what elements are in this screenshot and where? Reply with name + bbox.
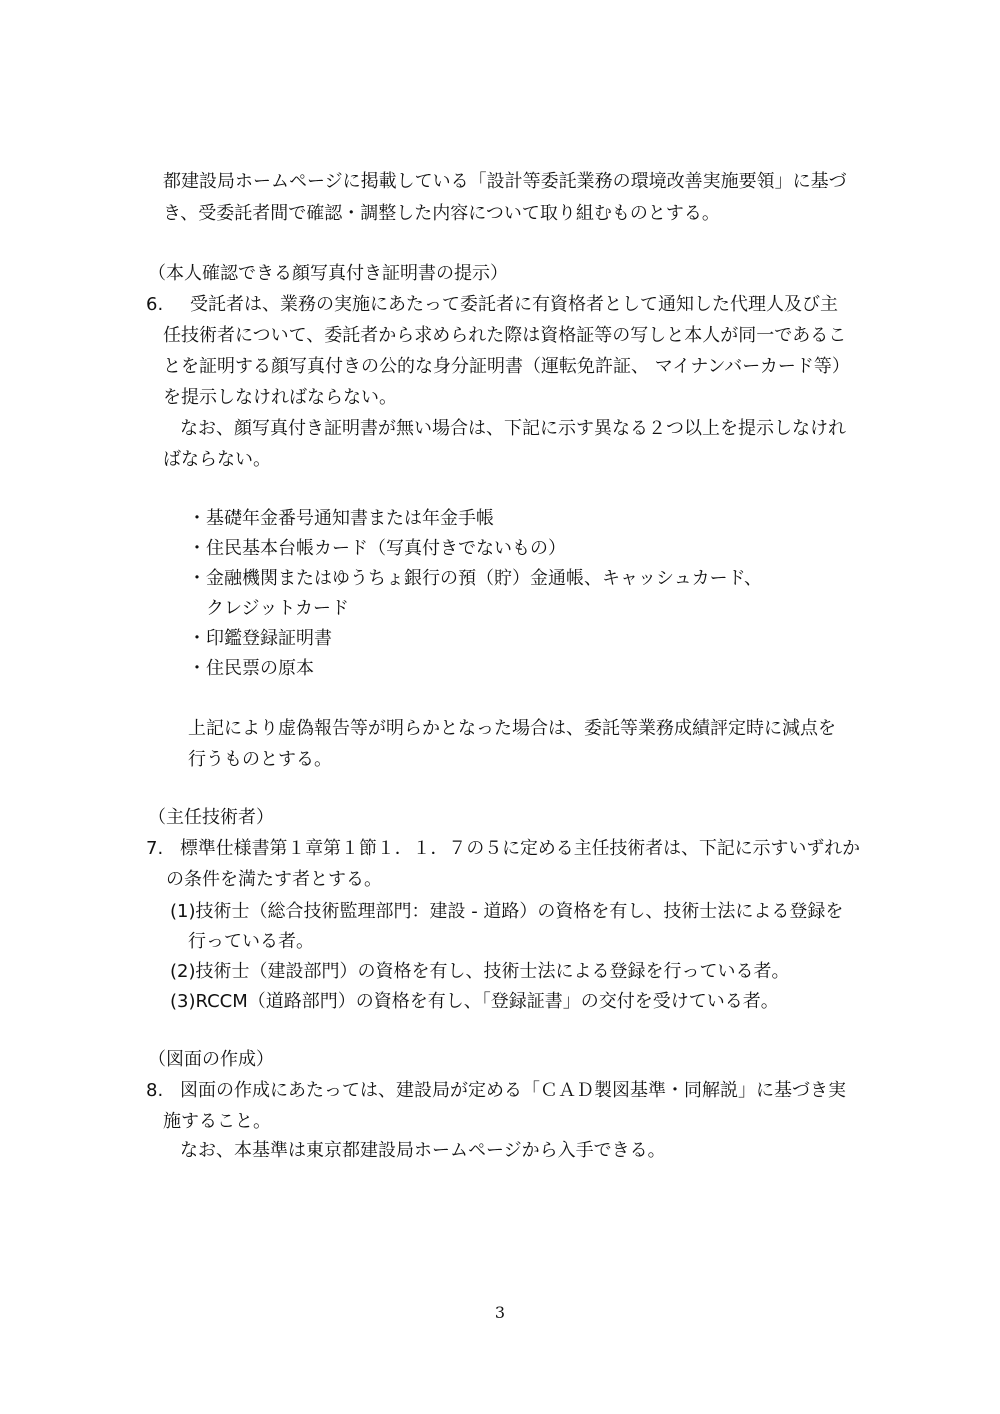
list-item: (1)技術士（総合技術監理部門：建設 - 道路）の資格を有し、技術士法による登録を	[170, 901, 844, 922]
list-item: ・金融機関またはゆうちょ銀行の預（貯）金通帳、キャッシュカード、	[188, 568, 763, 589]
list-item: クレジットカード	[188, 598, 350, 619]
section-8-number: 8.	[146, 1080, 164, 1101]
list-item: (2)技術士（建設部門）の資格を有し、技術士法による登録を行っている者。	[170, 961, 790, 982]
section-6-p3-line-2: 行うものとする。	[188, 749, 332, 770]
section-8-heading: （図面の作成）	[148, 1049, 274, 1070]
list-item: 行っている者。	[188, 931, 314, 952]
section-6-number: 6.	[146, 294, 164, 315]
section-8-p1-line-2: 施すること。	[163, 1111, 271, 1132]
section-6-heading: （本人確認できる顔写真付き証明書の提示）	[148, 263, 508, 284]
list-item: (3)RCCM（道路部門）の資格を有し、「登録証書」の交付を受けている者。	[170, 991, 779, 1012]
section-6-p1-line-2: 任技術者について、委託者から求められた際は資格証等の写しと本人が同一であるこ	[163, 325, 847, 346]
section-8-p2: なお、本基準は東京都建設局ホームページから入手できる。	[180, 1140, 666, 1161]
intro-line-2: き、受委託者間で確認・調整した内容について取り組むものとする。	[163, 203, 720, 224]
section-6-p1-line-4: を提示しなければならない。	[163, 387, 397, 408]
page-number: 3	[494, 1303, 506, 1322]
section-6-p2-line-1: なお、顔写真付き証明書が無い場合は、下記に示す異なる２つ以上を提示しなけれ	[180, 418, 846, 439]
list-item: ・住民基本台帳カード（写真付きでないもの）	[188, 538, 566, 559]
intro-line-1: 都建設局ホームページに掲載している「設計等委託業務の環境改善実施要領」に基づ	[163, 171, 847, 192]
section-7-number: 7.	[146, 838, 164, 859]
section-8-p1-line-1: 図面の作成にあたっては、建設局が定める「ＣＡＤ製図基準・同解説」に基づき実	[180, 1080, 846, 1101]
section-6-p1-line-1: 受託者は、業務の実施にあたって委託者に有資格者として通知した代理人及び主	[190, 294, 838, 315]
section-6-p3-line-1: 上記により虚偽報告等が明らかとなった場合は、委託等業務成績評定時に減点を	[188, 718, 836, 739]
section-7-heading: （主任技術者）	[148, 807, 274, 828]
list-item: ・住民票の原本	[188, 658, 314, 679]
list-item: ・印鑑登録証明書	[188, 628, 332, 649]
section-6-p1-line-3: とを証明する顔写真付きの公的な身分証明書（運転免許証、 マイナンバーカード等）	[163, 356, 850, 377]
section-7-p1-line-1: 標準仕様書第１章第１節１．１．７の５に定める主任技術者は、下記に示すいずれか	[180, 838, 861, 859]
section-7-p1-line-2: の条件を満たす者とする。	[166, 869, 382, 890]
list-item: ・基礎年金番号通知書または年金手帳	[188, 508, 494, 529]
section-6-p2-line-2: ばならない。	[163, 449, 271, 470]
